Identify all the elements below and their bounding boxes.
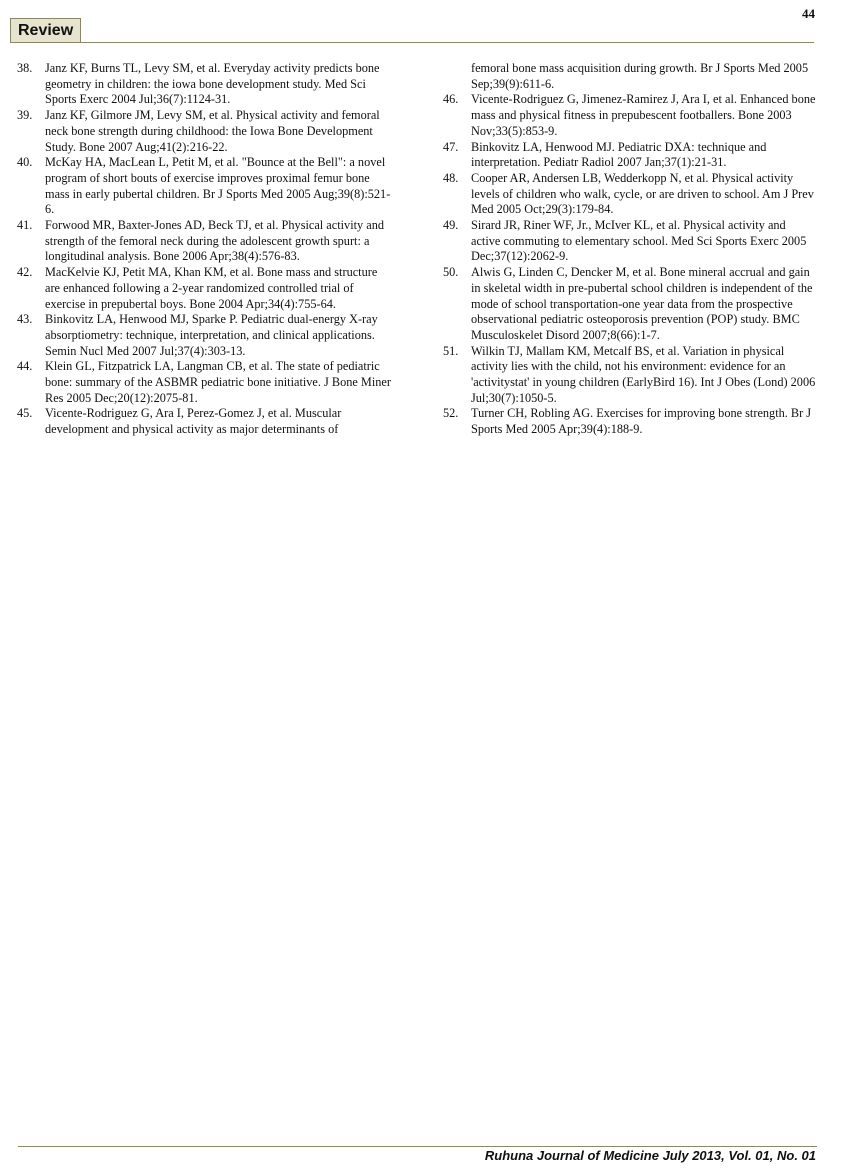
- reference-number: 49.: [443, 218, 459, 233]
- reference-number: 50.: [443, 265, 459, 280]
- reference-item: [17, 108, 395, 155]
- reference-number: 43.: [17, 312, 33, 327]
- reference-continuation: femoral bone mass acquisition during growth. Br J Sports Med 2005 Sep;39(9):611-6.: [471, 61, 809, 91]
- reference-item: [443, 344, 817, 407]
- reference-text: Alwis G, Linden C, Dencker M, et al. Bone mineral accrual and gain in skeletal width in pre-pubertal school children is independent of the mode of school transportation-one year data from the prospective observational pediatric osteoporosis prevention (POP) study. BMC Musculoskelet Disord 2007;8(66):1-7.: [471, 265, 813, 342]
- reference-item: [17, 155, 395, 218]
- reference-number: 51.: [443, 343, 459, 358]
- reference-text: Turner CH, Robling AG. Exercises for improving bone strength. Br J Sports Med 2005 Apr;39(4):188-9.: [471, 406, 812, 437]
- reference-number: 42.: [17, 265, 33, 280]
- reference-item: [443, 92, 817, 139]
- reference-text: Vicente-Rodriguez G, Jimenez-Ramirez J, Ara I, et al. Enhanced bone mass and physical fitness in prepubescent footballers. Bone 2003 Nov;33(5):853-9.: [471, 92, 816, 138]
- reference-item: [17, 312, 395, 359]
- reference-text: Forwood MR, Baxter-Jones AD, Beck TJ, et al. Physical activity and strength of the femoral neck during the adolescent growth spurt: a longitudinal analysis. Bone 2006 Apr;38(4):576-83.: [45, 218, 385, 264]
- reference-text: Cooper AR, Andersen LB, Wedderkopp N, et al. Physical activity levels of children who walk, cycle, or are driven to school. Am J Prev Med 2005 Oct;29(3):179-84.: [471, 170, 814, 217]
- reference-item: [17, 218, 395, 265]
- reference-item: [17, 265, 395, 312]
- reference-text: Janz KF, Burns TL, Levy SM, et al. Everyday activity predicts bone geometry in children: the iowa bone development study. Med Sci Sports Exerc 2004 Jul;36(7):1124-31.: [45, 61, 380, 107]
- reference-item: [443, 406, 817, 437]
- journal-citation: Ruhuna Journal of Medicine July 2013, Vol. 01, No. 01: [484, 1148, 816, 1163]
- reference-number: 39.: [17, 108, 33, 123]
- reference-item: [17, 359, 395, 406]
- reference-number: 47.: [443, 139, 459, 154]
- reference-text: Sirard JR, Riner WF, Jr., McIver KL, et al. Physical activity and active commuting to elementary school. Med Sci Sports Exerc 2005 Dec;37(12):2062-9.: [471, 218, 807, 264]
- footer-divider: [18, 1146, 817, 1147]
- header-divider: [10, 42, 814, 43]
- reference-item: [17, 61, 395, 108]
- reference-text: Janz KF, Gilmore JM, Levy SM, et al. Physical activity and femoral neck bone strength during childhood: the Iowa Bone Development Study. Bone 2007 Aug;41(2):216-22.: [45, 108, 380, 154]
- reference-list-left: [17, 61, 395, 438]
- reference-number: 38.: [17, 61, 33, 75]
- reference-number: 46.: [443, 92, 459, 107]
- reference-text: Binkovitz LA, Henwood MJ, Sparke P. Pediatric dual-energy X-ray absorptiometry: technique, interpretation, and clinical applications. Semin Nucl Med 2007 Jul;37(4):303-13.: [45, 312, 378, 358]
- reference-number: 48.: [443, 170, 459, 185]
- section-label: Review: [10, 18, 81, 42]
- reference-number: 41.: [17, 218, 33, 233]
- reference-text: Vicente-Rodriguez G, Ara I, Perez-Gomez J, et al. Muscular development and physical activity as major determinants of: [45, 406, 342, 437]
- reference-text: McKay HA, MacLean L, Petit M, et al. "Bounce at the Bell": a novel program of short bouts of exercise improves proximal femur bone mass in early pubertal children. Br J Sports Med 2005 Aug;39(8):521-6.: [45, 155, 391, 217]
- reference-text: Wilkin TJ, Mallam KM, Metcalf BS, et al. Variation in physical activity lies with the child, not his environment: evidence for an 'activitystat' in young children (EarlyBird 16). Int J Obes (Lond) 2006 Jul;30(7):1050-5.: [471, 343, 816, 405]
- reference-text: Binkovitz LA, Henwood MJ. Pediatric DXA: technique and interpretation. Pediatr Radiol 2007 Jan;37(1):21-31.: [471, 139, 767, 170]
- reference-item: [443, 265, 817, 344]
- reference-item: [443, 140, 817, 171]
- reference-number: 40.: [17, 155, 33, 170]
- reference-number: 52.: [443, 406, 459, 421]
- reference-item: [443, 218, 817, 265]
- reference-text: MacKelvie KJ, Petit MA, Khan KM, et al. Bone mass and structure are enhanced following a 2-year randomized controlled trial of exercise in prepubertal boys. Bone 2004 Apr;34(4):755-64.: [45, 265, 378, 311]
- reference-number: 45.: [17, 406, 33, 421]
- reference-list-right: [443, 61, 817, 438]
- reference-item: [17, 406, 395, 437]
- page-number: 44: [802, 6, 815, 21]
- reference-number: 44.: [17, 359, 33, 374]
- reference-text: Klein GL, Fitzpatrick LA, Langman CB, et al. The state of pediatric bone: summary of the ASBMR pediatric bone initiative. J Bone Miner Res 2005 Dec;20(12):2075-81.: [45, 359, 391, 405]
- reference-item: [443, 171, 817, 218]
